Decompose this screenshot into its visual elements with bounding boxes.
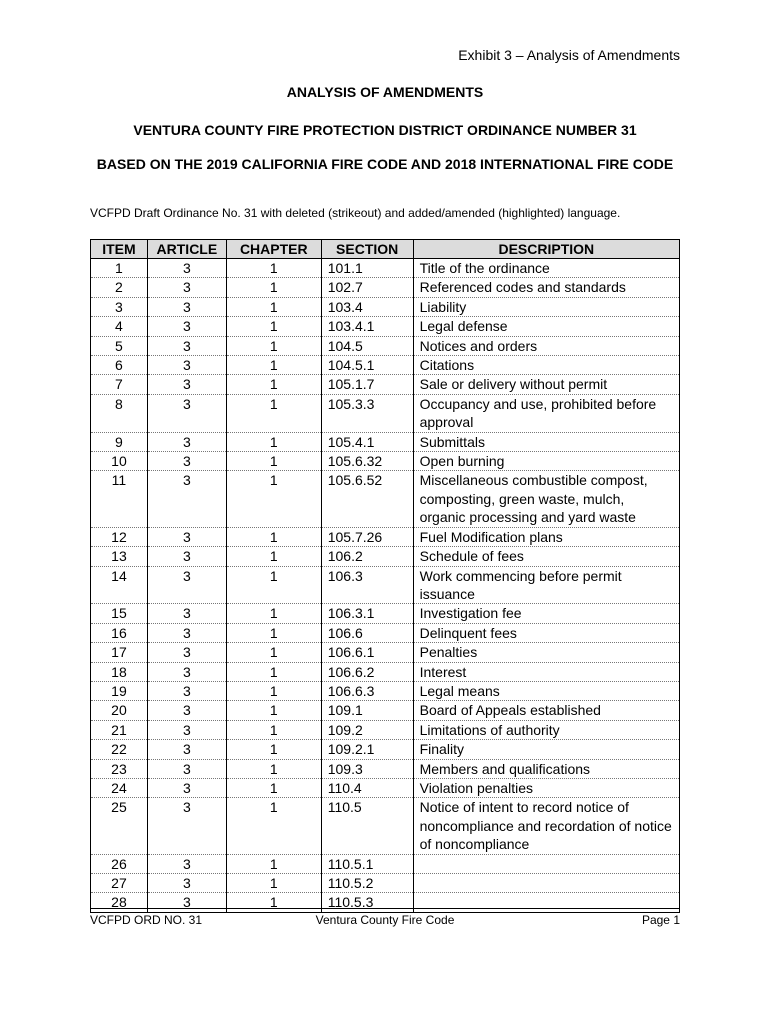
cell-section: 105.7.26 xyxy=(321,527,413,546)
cell-chapter: 1 xyxy=(226,432,321,451)
cell-item: 20 xyxy=(91,701,148,720)
cell-description xyxy=(413,854,679,873)
table-row xyxy=(91,604,680,623)
footer-code-name: Ventura County Fire Code xyxy=(315,913,455,927)
cell-section: 106.2 xyxy=(321,547,413,566)
draft-note: VCFPD Draft Ordinance No. 31 with deleted (strikeout) and added/amended (highlighted) language. xyxy=(90,206,621,220)
cell-article: 3 xyxy=(147,778,226,797)
cell-article: 3 xyxy=(147,874,226,893)
cell-item: 25 xyxy=(91,798,148,854)
cell-item: 7 xyxy=(91,375,148,394)
cell-section: 105.1.7 xyxy=(321,375,413,394)
cell-chapter: 1 xyxy=(226,375,321,394)
cell-description: Penalties xyxy=(413,643,679,662)
cell-item: 27 xyxy=(91,874,148,893)
cell-article: 3 xyxy=(147,432,226,451)
cell-section: 102.7 xyxy=(321,278,413,297)
table-row xyxy=(91,566,680,604)
cell-item: 13 xyxy=(91,547,148,566)
cell-section: 110.4 xyxy=(321,778,413,797)
cell-article: 3 xyxy=(147,527,226,546)
cell-item: 21 xyxy=(91,720,148,739)
cell-description: Notices and orders xyxy=(413,336,679,355)
table-row xyxy=(91,317,680,336)
cell-chapter: 1 xyxy=(226,893,321,912)
cell-article: 3 xyxy=(147,452,226,471)
cell-item: 5 xyxy=(91,336,148,355)
cell-description: Occupancy and use, prohibited before approval xyxy=(413,394,679,432)
exhibit-label: Exhibit 3 – Analysis of Amendments xyxy=(458,47,680,63)
cell-item: 11 xyxy=(91,471,148,527)
cell-chapter: 1 xyxy=(226,662,321,681)
cell-item: 23 xyxy=(91,759,148,778)
cell-item: 24 xyxy=(91,778,148,797)
cell-item: 26 xyxy=(91,854,148,873)
cell-article: 3 xyxy=(147,297,226,316)
cell-article: 3 xyxy=(147,317,226,336)
cell-item: 6 xyxy=(91,356,148,375)
cell-description: Investigation fee xyxy=(413,604,679,623)
cell-item: 18 xyxy=(91,662,148,681)
cell-description: Board of Appeals established xyxy=(413,701,679,720)
cell-section: 110.5.2 xyxy=(321,874,413,893)
footer-page-number: Page 1 xyxy=(641,913,680,927)
cell-article: 3 xyxy=(147,798,226,854)
cell-chapter: 1 xyxy=(226,452,321,471)
cell-article: 3 xyxy=(147,394,226,432)
amendments-table xyxy=(90,239,680,913)
table-row xyxy=(91,778,680,797)
cell-item: 2 xyxy=(91,278,148,297)
column-header-section: SECTION xyxy=(321,240,413,259)
document-title: ANALYSIS OF AMENDMENTS xyxy=(286,84,484,100)
cell-chapter: 1 xyxy=(226,527,321,546)
cell-description: Miscellaneous combustible compost, composting, green waste, mulch, organic processing and yard waste xyxy=(413,471,679,527)
cell-section: 110.5.1 xyxy=(321,854,413,873)
column-header-article: ARTICLE xyxy=(147,240,226,259)
table-row xyxy=(91,681,680,700)
cell-section: 104.5.1 xyxy=(321,356,413,375)
cell-section: 104.5 xyxy=(321,336,413,355)
cell-section: 105.3.3 xyxy=(321,394,413,432)
cell-description: Fuel Modification plans xyxy=(413,527,679,546)
cell-article: 3 xyxy=(147,547,226,566)
cell-article: 3 xyxy=(147,336,226,355)
cell-article: 3 xyxy=(147,278,226,297)
cell-article: 3 xyxy=(147,740,226,759)
cell-article: 3 xyxy=(147,854,226,873)
cell-chapter: 1 xyxy=(226,720,321,739)
cell-chapter: 1 xyxy=(226,874,321,893)
cell-chapter: 1 xyxy=(226,336,321,355)
cell-article: 3 xyxy=(147,701,226,720)
cell-item: 9 xyxy=(91,432,148,451)
cell-item: 19 xyxy=(91,681,148,700)
cell-article: 3 xyxy=(147,759,226,778)
cell-chapter: 1 xyxy=(226,278,321,297)
cell-description: Interest xyxy=(413,662,679,681)
cell-item: 8 xyxy=(91,394,148,432)
cell-description xyxy=(413,893,679,912)
cell-description: Title of the ordinance xyxy=(413,259,679,278)
cell-chapter: 1 xyxy=(226,854,321,873)
cell-section: 110.5 xyxy=(321,798,413,854)
cell-article: 3 xyxy=(147,681,226,700)
table-row xyxy=(91,394,680,432)
cell-article: 3 xyxy=(147,662,226,681)
cell-chapter: 1 xyxy=(226,317,321,336)
table-row xyxy=(91,471,680,527)
cell-chapter: 1 xyxy=(226,356,321,375)
table-row xyxy=(91,547,680,566)
table-row xyxy=(91,297,680,316)
table-row xyxy=(91,740,680,759)
cell-section: 106.3.1 xyxy=(321,604,413,623)
cell-section: 109.2 xyxy=(321,720,413,739)
cell-description: Sale or delivery without permit xyxy=(413,375,679,394)
cell-description: Liability xyxy=(413,297,679,316)
cell-section: 109.3 xyxy=(321,759,413,778)
cell-article: 3 xyxy=(147,720,226,739)
cell-item: 15 xyxy=(91,604,148,623)
cell-chapter: 1 xyxy=(226,681,321,700)
cell-description: Limitations of authority xyxy=(413,720,679,739)
column-header-description: DESCRIPTION xyxy=(413,240,679,259)
cell-description: Citations xyxy=(413,356,679,375)
cell-item: 17 xyxy=(91,643,148,662)
cell-description: Referenced codes and standards xyxy=(413,278,679,297)
footer-divider xyxy=(90,908,680,909)
cell-section: 105.4.1 xyxy=(321,432,413,451)
table-row xyxy=(91,662,680,681)
cell-item: 3 xyxy=(91,297,148,316)
cell-description: Schedule of fees xyxy=(413,547,679,566)
cell-section: 106.6.3 xyxy=(321,681,413,700)
cell-item: 22 xyxy=(91,740,148,759)
cell-description: Finality xyxy=(413,740,679,759)
cell-description: Notice of intent to record notice of noncompliance and recordation of notice of noncompliance xyxy=(413,798,679,854)
table-row xyxy=(91,701,680,720)
table-row xyxy=(91,623,680,642)
cell-description: Legal defense xyxy=(413,317,679,336)
cell-description: Submittals xyxy=(413,432,679,451)
column-header-chapter: CHAPTER xyxy=(226,240,321,259)
cell-description: Members and qualifications xyxy=(413,759,679,778)
cell-chapter: 1 xyxy=(226,759,321,778)
cell-chapter: 1 xyxy=(226,297,321,316)
cell-section: 103.4.1 xyxy=(321,317,413,336)
cell-chapter: 1 xyxy=(226,471,321,527)
cell-chapter: 1 xyxy=(226,566,321,604)
table-row xyxy=(91,893,680,912)
table-row xyxy=(91,336,680,355)
cell-section: 109.2.1 xyxy=(321,740,413,759)
table-body xyxy=(91,259,680,913)
cell-description: Delinquent fees xyxy=(413,623,679,642)
cell-article: 3 xyxy=(147,893,226,912)
cell-section: 110.5.3 xyxy=(321,893,413,912)
cell-section: 101.1 xyxy=(321,259,413,278)
table-row xyxy=(91,452,680,471)
cell-article: 3 xyxy=(147,375,226,394)
table-row xyxy=(91,432,680,451)
footer-ordinance: VCFPD ORD NO. 31 xyxy=(90,913,203,927)
cell-article: 3 xyxy=(147,643,226,662)
cell-item: 16 xyxy=(91,623,148,642)
cell-section: 103.4 xyxy=(321,297,413,316)
table-row xyxy=(91,278,680,297)
cell-description: Violation penalties xyxy=(413,778,679,797)
cell-section: 106.6.2 xyxy=(321,662,413,681)
cell-item: 28 xyxy=(91,893,148,912)
table-row xyxy=(91,798,680,854)
cell-section: 105.6.52 xyxy=(321,471,413,527)
cell-item: 12 xyxy=(91,527,148,546)
column-header-item: ITEM xyxy=(91,240,148,259)
cell-article: 3 xyxy=(147,259,226,278)
cell-chapter: 1 xyxy=(226,643,321,662)
cell-description xyxy=(413,874,679,893)
cell-chapter: 1 xyxy=(226,740,321,759)
cell-section: 106.6 xyxy=(321,623,413,642)
cell-chapter: 1 xyxy=(226,701,321,720)
table-row xyxy=(91,874,680,893)
cell-article: 3 xyxy=(147,604,226,623)
table-row xyxy=(91,854,680,873)
cell-chapter: 1 xyxy=(226,623,321,642)
cell-item: 4 xyxy=(91,317,148,336)
cell-article: 3 xyxy=(147,623,226,642)
cell-section: 109.1 xyxy=(321,701,413,720)
cell-description: Open burning xyxy=(413,452,679,471)
cell-chapter: 1 xyxy=(226,604,321,623)
cell-chapter: 1 xyxy=(226,547,321,566)
table-row xyxy=(91,759,680,778)
cell-chapter: 1 xyxy=(226,798,321,854)
table-row xyxy=(91,720,680,739)
cell-description: Work commencing before permit issuance xyxy=(413,566,679,604)
document-subtitle: VENTURA COUNTY FIRE PROTECTION DISTRICT ORDINANCE NUMBER 31 xyxy=(133,122,637,138)
cell-chapter: 1 xyxy=(226,778,321,797)
table-row xyxy=(91,527,680,546)
cell-article: 3 xyxy=(147,356,226,375)
cell-item: 10 xyxy=(91,452,148,471)
table-row xyxy=(91,259,680,278)
code-basis-heading: BASED ON THE 2019 CALIFORNIA FIRE CODE AND 2018 INTERNATIONAL FIRE CODE xyxy=(96,156,674,172)
cell-item: 14 xyxy=(91,566,148,604)
cell-section: 105.6.32 xyxy=(321,452,413,471)
table-header-row xyxy=(91,240,680,259)
cell-article: 3 xyxy=(147,471,226,527)
cell-chapter: 1 xyxy=(226,394,321,432)
cell-description: Legal means xyxy=(413,681,679,700)
table-row xyxy=(91,643,680,662)
cell-article: 3 xyxy=(147,566,226,604)
cell-section: 106.6.1 xyxy=(321,643,413,662)
cell-chapter: 1 xyxy=(226,259,321,278)
cell-item: 1 xyxy=(91,259,148,278)
table-row xyxy=(91,375,680,394)
cell-section: 106.3 xyxy=(321,566,413,604)
table-row xyxy=(91,356,680,375)
